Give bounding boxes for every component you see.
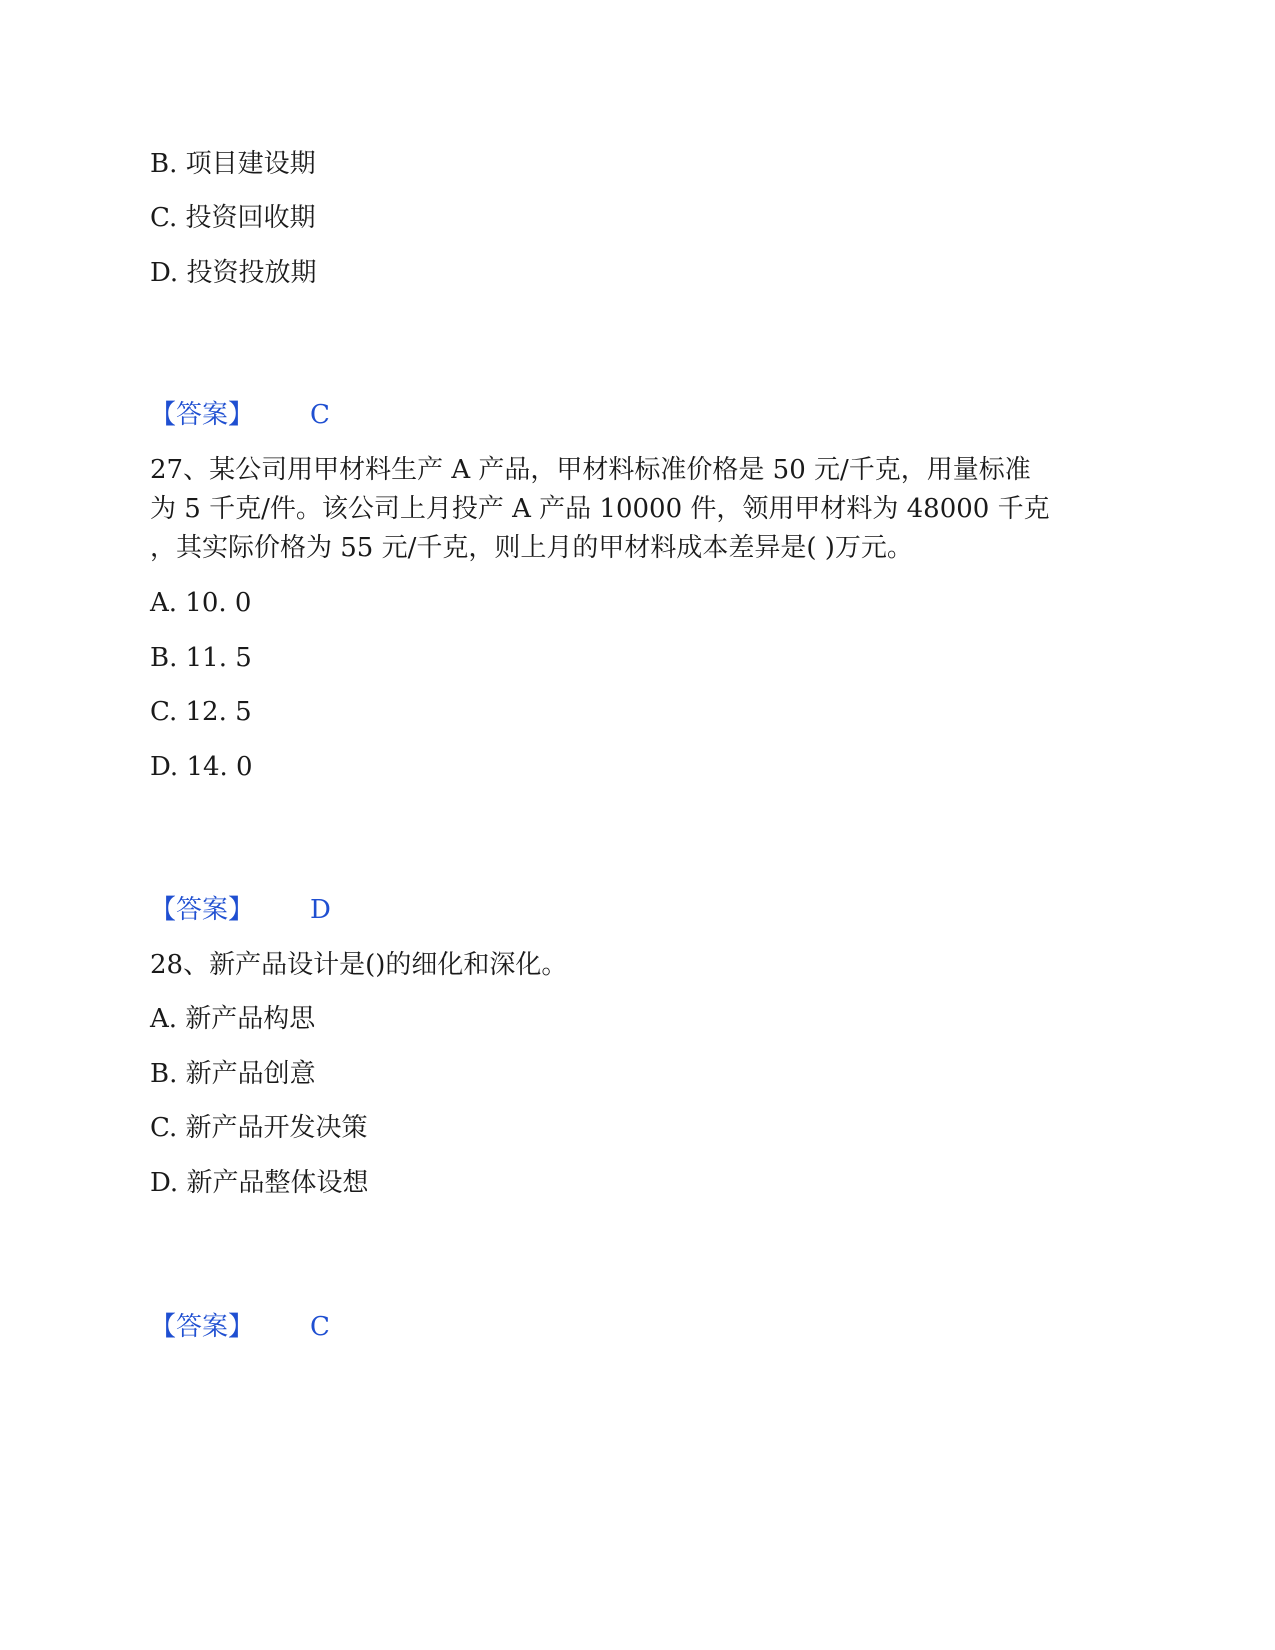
- q28-option-b: B. 新产品创意: [150, 1059, 316, 1089]
- q28-option-a: A. 新产品构思: [150, 1004, 316, 1034]
- q28-answer: [150, 1310, 450, 1344]
- q27-stem-line-3: ，其实际价格为 55 元/千克，则上月的甲材料成本差异是( )万元。: [150, 533, 913, 563]
- q26-answer: [150, 398, 450, 432]
- q27-option-d: D. 14. 0: [150, 752, 253, 782]
- q26-option-d: D. 投资投放期: [150, 258, 317, 288]
- answer-value: D: [310, 895, 331, 925]
- q27-option-b: B. 11. 5: [150, 643, 252, 673]
- answer-label: 【答案】: [150, 400, 255, 430]
- q26-option-c: C. 投资回收期: [150, 203, 316, 233]
- q28-option-c: C. 新产品开发决策: [150, 1113, 368, 1143]
- q27-stem-line-1: 27、某公司用甲材料生产 A 产品，甲材料标准价格是 50 元/千克，用量标准: [150, 455, 1031, 485]
- q27-option-a: A. 10. 0: [150, 588, 252, 618]
- q28-stem: 28、新产品设计是()的细化和深化。: [150, 950, 568, 980]
- answer-value: C: [310, 400, 330, 430]
- q26-option-b: B. 项目建设期: [150, 149, 316, 179]
- answer-label: 【答案】: [150, 895, 255, 925]
- q27-option-c: C. 12. 5: [150, 697, 252, 727]
- q28-option-d: D. 新产品整体设想: [150, 1168, 369, 1198]
- q27-stem-line-2: 为 5 千克/件。该公司上月投产 A 产品 10000 件，领用甲材料为 48000 千克: [150, 494, 1050, 524]
- answer-value: C: [310, 1312, 330, 1342]
- q27-answer: [150, 893, 450, 927]
- answer-label: 【答案】: [150, 1312, 255, 1342]
